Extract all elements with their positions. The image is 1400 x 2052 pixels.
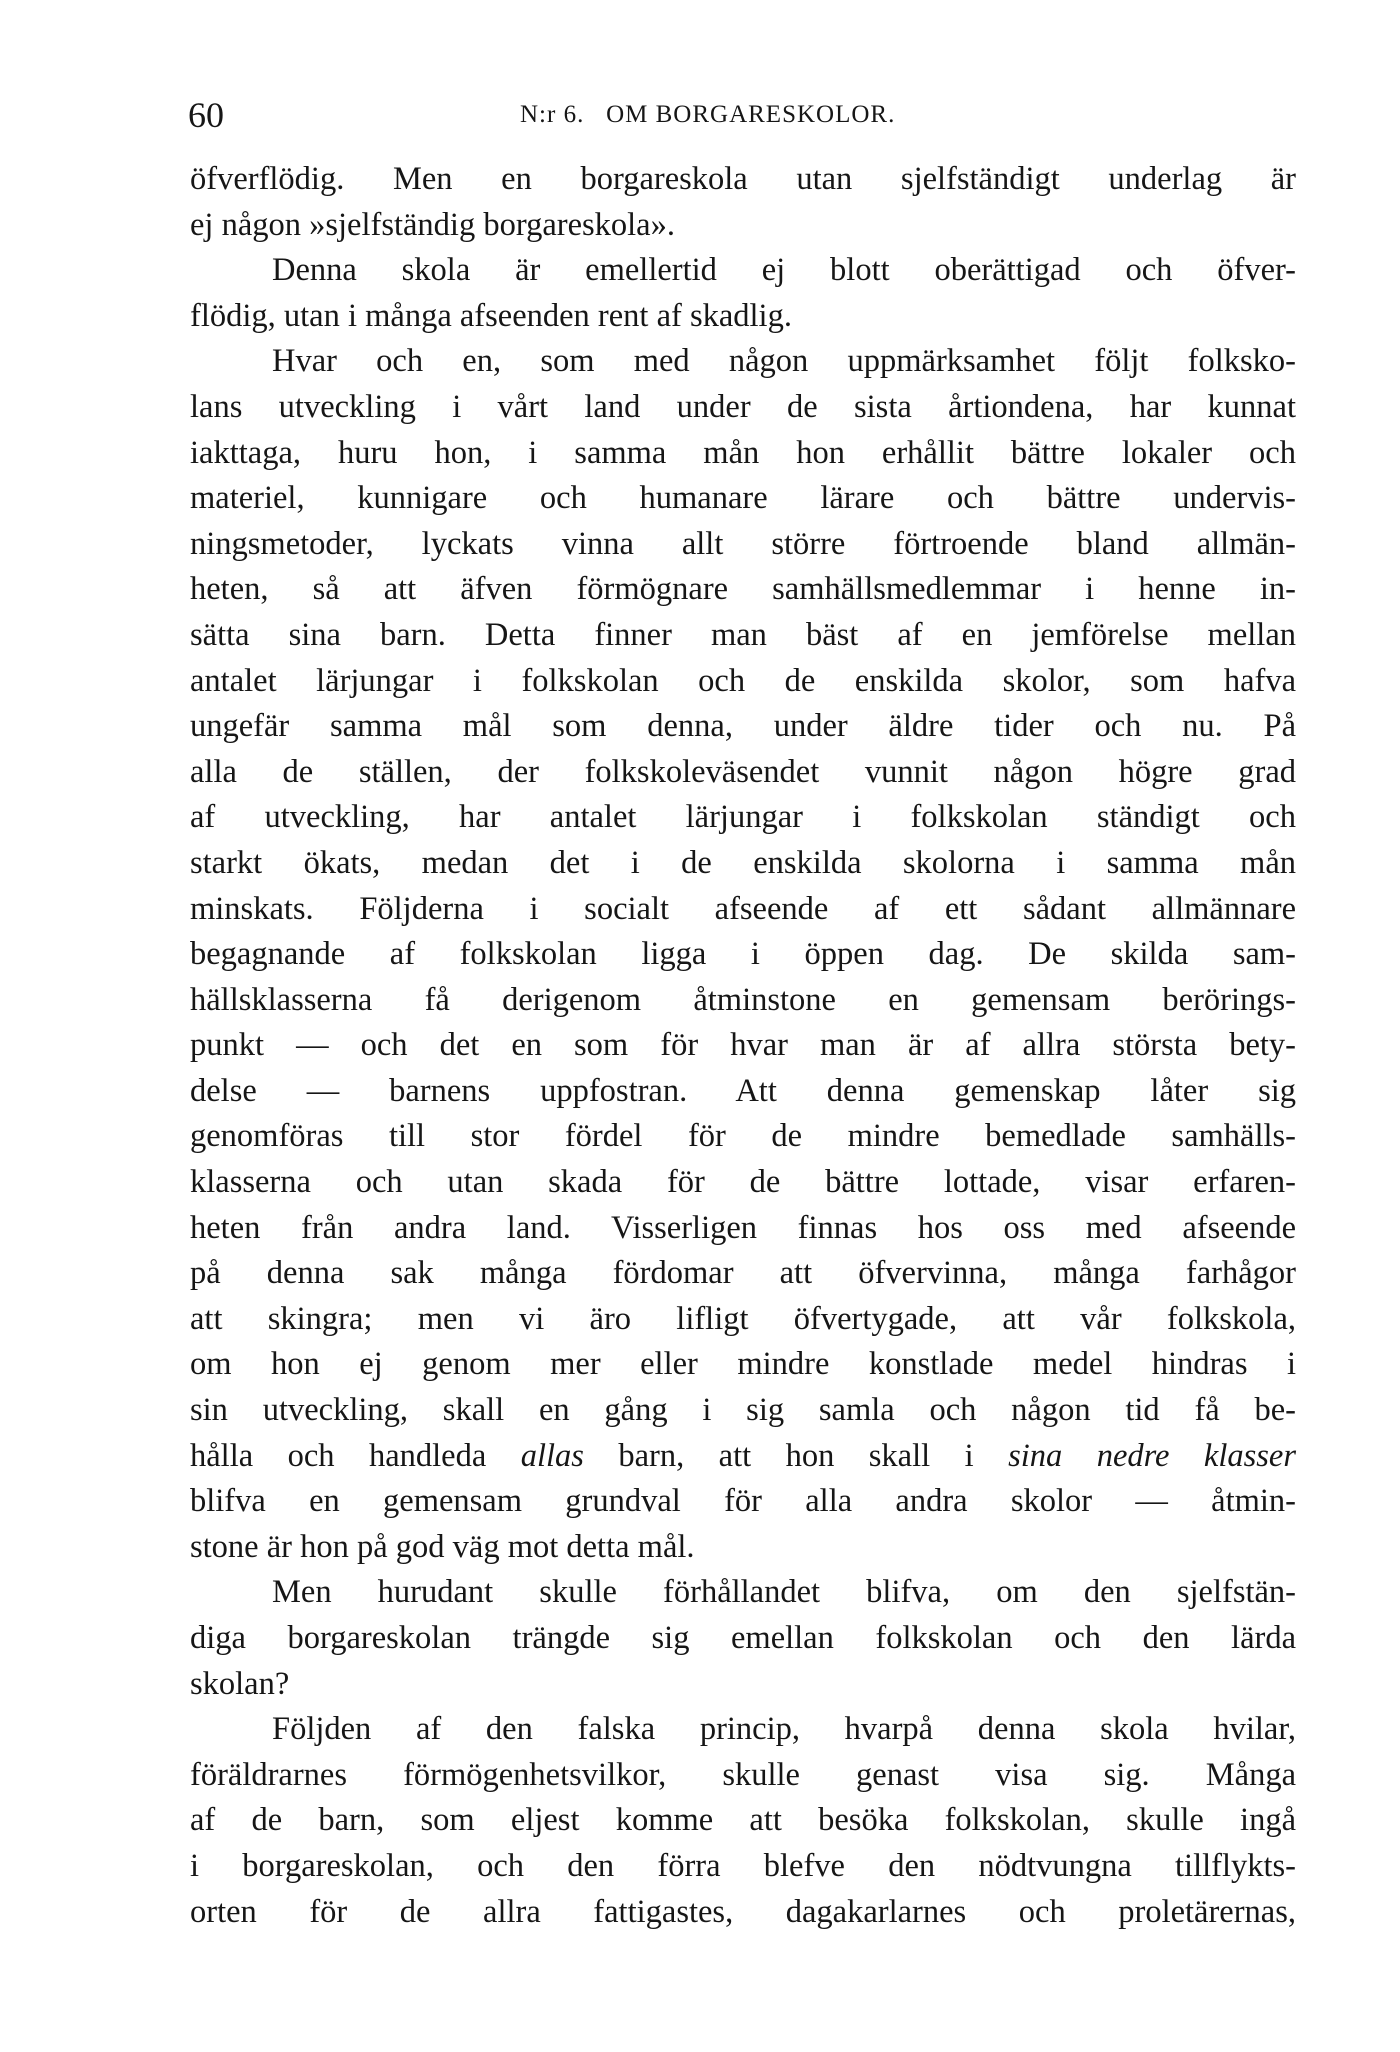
running-head bbox=[188, 90, 1296, 140]
text-line: punkt — och det en som för hvar man är af allra största bety- bbox=[190, 1027, 1296, 1064]
text-line: Men hurudant skulle förhållandet blifva, om den sjelfstän- bbox=[272, 1574, 1296, 1611]
text-line: om hon ej genom mer eller mindre konstlade medel hindras i bbox=[190, 1346, 1296, 1383]
text-line: ningsmetoder, lyckats vinna allt större förtroende bland allmän- bbox=[190, 525, 1296, 562]
text-line: ungefär samma mål som denna, under äldre tider och nu. På bbox=[190, 708, 1296, 745]
page-number: 60 bbox=[188, 95, 224, 135]
text-line: Denna skola är emellertid ej blott oberättigad och öfver- bbox=[272, 252, 1296, 289]
text-line: iakttaga, huru hon, i samma mån hon erhållit bättre lokaler och bbox=[190, 434, 1296, 471]
body-text bbox=[190, 157, 1296, 1935]
text-line: ej någon »sjelfständig borgareskola». bbox=[190, 206, 675, 243]
text-line: öfverflödig. Men en borgareskola utan sjelfständigt underlag är bbox=[190, 161, 1296, 197]
text-line: diga borgareskolan trängde sig emellan folkskolan och den lärda bbox=[190, 1620, 1296, 1656]
text-line: delse — barnens uppfostran. Att denna gemenskap låter sig bbox=[190, 1072, 1296, 1109]
text-line: klasserna och utan skada för de bättre lottade, visar erfaren- bbox=[190, 1164, 1296, 1201]
text-line: heten från andra land. Visserligen finnas hos oss med afseende bbox=[190, 1209, 1296, 1246]
text-line: Följden af den falska princip, hvarpå denna skola hvilar, bbox=[272, 1711, 1296, 1748]
text-line: genomföras till stor fördel för de mindre bemedlade samhälls- bbox=[190, 1118, 1296, 1155]
text-line: hålla och handleda allas barn, att hon skall i sina nedre klasser bbox=[190, 1437, 1296, 1474]
text-line: sin utveckling, skall en gång i sig samla och någon tid få be- bbox=[190, 1392, 1296, 1429]
text-line: alla de ställen, der folkskoleväsendet vunnit någon högre grad bbox=[190, 753, 1296, 790]
text-line: skolan? bbox=[190, 1665, 290, 1702]
text-line: antalet lärjungar i folkskolan och de enskilda skolor, som hafva bbox=[190, 662, 1296, 699]
text-line: i borgareskolan, och den förra blefve den nödtvungna tillflykts- bbox=[190, 1847, 1296, 1884]
text-line: Hvar och en, som med någon uppmärksamhet följt folksko- bbox=[272, 343, 1296, 380]
text-line: orten för de allra fattigastes, dagakarlarnes och proletärernas, bbox=[190, 1893, 1296, 1930]
text-line: sätta sina barn. Detta finner man bäst af en jemförelse mellan bbox=[190, 616, 1296, 653]
text-line: föräldrarnes förmögenhetsvilkor, skulle genast visa sig. Många bbox=[190, 1756, 1296, 1793]
running-head-title: N:r 6. OM BORGARESKOLOR. bbox=[520, 101, 896, 128]
text-line: lans utveckling i vårt land under de sista årtiondena, har kunnat bbox=[190, 388, 1296, 425]
text-line: stone är hon på god väg mot detta mål. bbox=[190, 1528, 695, 1565]
text-line: begagnande af folkskolan ligga i öppen dag. De skilda sam- bbox=[190, 936, 1296, 973]
text-line: af de barn, som eljest komme att besöka folkskolan, skulle ingå bbox=[190, 1802, 1296, 1839]
text-line: minskats. Följderna i socialt afseende af ett sådant allmännare bbox=[190, 890, 1296, 927]
text-line: starkt ökats, medan det i de enskilda skolorna i samma mån bbox=[190, 844, 1296, 881]
text-line: att skingra; men vi äro lifligt öfvertygade, att vår folkskola, bbox=[190, 1300, 1296, 1337]
text-line: blifva en gemensam grundval för alla andra skolor — åtmin- bbox=[190, 1483, 1296, 1520]
italic-text: allas bbox=[520, 1437, 584, 1474]
text-line: materiel, kunnigare och humanare lärare och bättre undervis- bbox=[190, 480, 1296, 517]
text-line: heten, så att äfven förmögnare samhällsmedlemmar i henne in- bbox=[190, 571, 1296, 608]
text-line: flödig, utan i många afseenden rent af skadlig. bbox=[190, 297, 792, 334]
text-line: hällsklasserna få derigenom åtminstone en gemensam berörings- bbox=[190, 981, 1296, 1018]
italic-text: sina nedre klasser bbox=[1008, 1437, 1296, 1474]
text-line: på denna sak många fördomar att öfvervinna, många farhågor bbox=[190, 1255, 1296, 1292]
text-line: af utveckling, har antalet lärjungar i folkskolan ständigt och bbox=[190, 799, 1296, 836]
